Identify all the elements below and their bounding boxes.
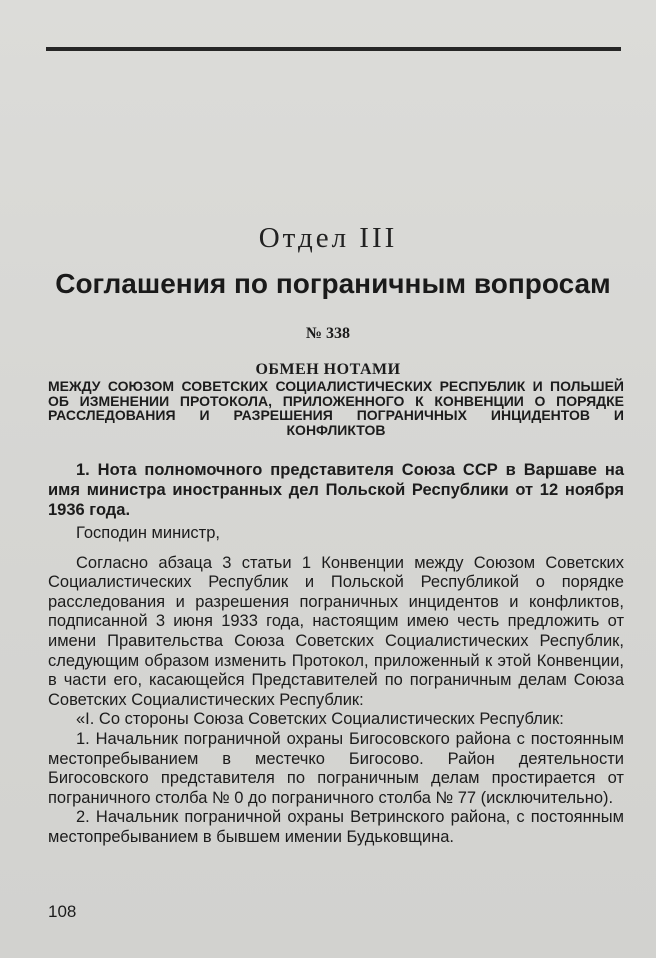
- top-rule: [46, 47, 621, 51]
- salutation: Господин министр,: [76, 524, 221, 542]
- paragraph: Согласно абзаца 3 статьи 1 Конвенции между Союзом Советских Социалистических Республик и Польской Республикой о порядке расследования и разрешения пограничных инцидентов и конфликтов, подписанной 3 июня 1933 года, настоящим имею честь предложить от имени Правительства Союза Советских Социалистических Республик, следующим образом изменить Протокол, приложенный к этой Конвенции, в части его, касающейся Представителей по пограничным делам Союза Советских Социалистических Республик:: [48, 553, 624, 709]
- document-number: № 338: [305, 325, 351, 342]
- paragraph: 2. Начальник пограничной охраны Ветринского района, с постоянным местопребыванием в бывшем имении Будьковщина.: [48, 808, 624, 846]
- body-text: [48, 524, 624, 848]
- paragraph: «I. Со стороны Союза Советских Социалистических Республик:: [76, 710, 564, 729]
- page-number: 108: [48, 902, 77, 921]
- section-label: Отдел III: [258, 222, 398, 254]
- document-subtitle: МЕЖДУ СОЮЗОМ СОВЕТСКИХ СОЦИАЛИСТИЧЕСКИХ РЕСПУБЛИК И ПОЛЬШЕЙ ОБ ИЗМЕНЕНИИ ПРОТОКОЛА, ПРИЛОЖЕННОГО К КОНВЕНЦИИ О ПОРЯДКЕ РАССЛЕДОВАНИЯ И РАЗРЕШЕНИЯ ПОГРАНИЧНЫХ ИНЦИДЕНТОВ И КОНФЛИКТОВ: [48, 378, 624, 438]
- paragraph: 1. Начальник пограничной охраны Бигосовского района с постоянным местопребыванием в местечко Бигосово. Район деятельности Бигосовского представителя по пограничным делам простирается от пограничного столба № 0 до пограничного столба № 77 (исключительно).: [48, 729, 624, 807]
- page-title: Соглашения по пограничным вопросам: [55, 268, 611, 299]
- document-type: ОБМЕН НОТАМИ: [255, 361, 401, 378]
- note-heading: 1. Нота полномочного представителя Союза ССР в Варшаве на имя министра иностранных дел Польской Республики от 12 ноября 1936 года.: [48, 461, 624, 519]
